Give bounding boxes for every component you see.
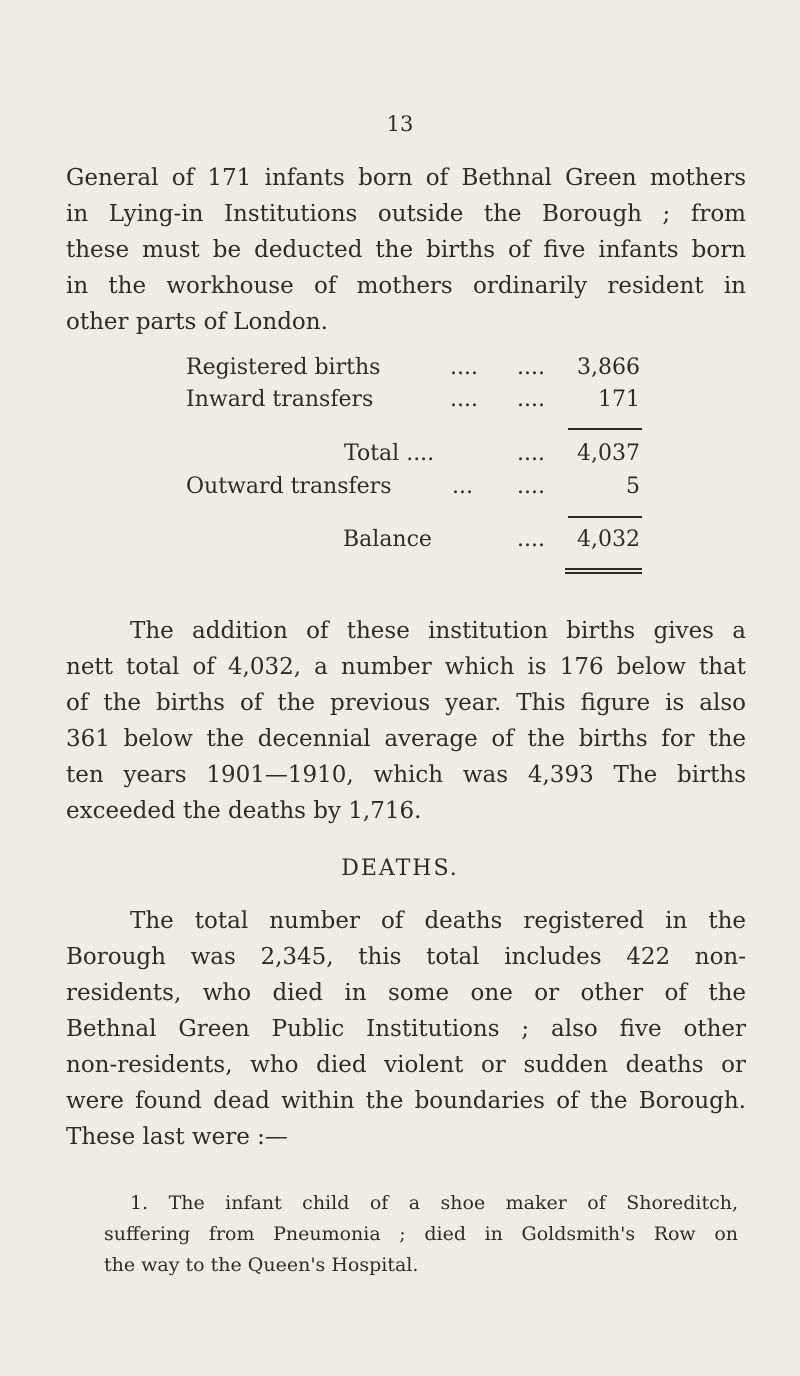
leader-dots: .... bbox=[450, 387, 478, 412]
total-row bbox=[0, 436, 800, 472]
intro-paragraph bbox=[66, 160, 746, 340]
row-label: Outward transfers bbox=[186, 474, 392, 499]
leader-dots: .... bbox=[517, 355, 545, 380]
leader-dots: .... bbox=[450, 355, 478, 380]
text-line: these must be deducted the births of five infants born bbox=[66, 237, 746, 263]
balance-row bbox=[0, 522, 800, 558]
text-line: were found dead within the boundaries of the Borough. bbox=[66, 1088, 746, 1114]
inward-transfers-row bbox=[0, 382, 800, 418]
row-label: Registered births bbox=[186, 355, 381, 380]
leader-dots: .... bbox=[517, 387, 545, 412]
text-line: ten years 1901—1910, which was 4,393 The births bbox=[66, 762, 746, 788]
sum-rule bbox=[568, 516, 642, 518]
double-rule-bottom bbox=[565, 572, 642, 574]
text-line: exceeded the deaths by 1,716. bbox=[66, 798, 422, 824]
footnote-line: suffering from Pneumonia ; died in Goldsmith's Row on bbox=[104, 1223, 738, 1245]
text-line: 361 below the decennial average of the births for the bbox=[66, 726, 746, 752]
outward-transfers-row bbox=[0, 469, 800, 505]
text-line: nett total of 4,032, a number which is 176 below that bbox=[66, 654, 746, 680]
text-line: Bethnal Green Public Institutions ; also five other bbox=[66, 1016, 746, 1042]
text-line: in Lying-in Institutions outside the Borough ; from bbox=[66, 201, 746, 227]
row-value: 171 bbox=[598, 387, 640, 412]
leader-dots: ... bbox=[452, 474, 473, 499]
sum-rule bbox=[568, 428, 642, 430]
registered-births-row bbox=[0, 350, 800, 386]
row-label: Balance bbox=[343, 527, 432, 552]
row-label: Inward transfers bbox=[186, 387, 374, 412]
page-number: 13 bbox=[386, 112, 414, 136]
row-value: 4,037 bbox=[577, 441, 640, 466]
deaths-paragraph bbox=[66, 903, 746, 1155]
leader-dots: .... bbox=[517, 441, 545, 466]
text-line: other parts of London. bbox=[66, 309, 328, 335]
text-line: non-residents, who died violent or sudden deaths or bbox=[66, 1052, 746, 1078]
text-line: The addition of these institution births gives a bbox=[130, 618, 746, 644]
leader-dots: .... bbox=[517, 527, 545, 552]
text-line: Borough was 2,345, this total includes 422 non- bbox=[66, 944, 746, 970]
text-line: in the workhouse of mothers ordinarily resident in bbox=[66, 273, 746, 299]
text-line: residents, who died in some one or other of the bbox=[66, 980, 746, 1006]
row-value: 3,866 bbox=[577, 355, 640, 380]
text-line: General of 171 infants born of Bethnal Green mothers bbox=[66, 165, 746, 191]
row-value: 5 bbox=[626, 474, 640, 499]
row-label: Total .... bbox=[344, 441, 435, 466]
footnote-line: 1. The infant child of a shoe maker of Shoreditch, bbox=[130, 1192, 738, 1214]
text-line: The total number of deaths registered in the bbox=[130, 908, 746, 934]
row-value: 4,032 bbox=[577, 527, 640, 552]
text-line: of the births of the previous year. This figure is also bbox=[66, 690, 746, 716]
footnote-line: the way to the Queen's Hospital. bbox=[104, 1254, 419, 1276]
addition-paragraph bbox=[66, 613, 746, 829]
leader-dots: .... bbox=[517, 474, 545, 499]
double-rule-top bbox=[565, 568, 642, 570]
text-line: These last were :— bbox=[66, 1124, 288, 1150]
footnote bbox=[104, 1188, 738, 1281]
deaths-heading: DEATHS. bbox=[341, 856, 459, 881]
